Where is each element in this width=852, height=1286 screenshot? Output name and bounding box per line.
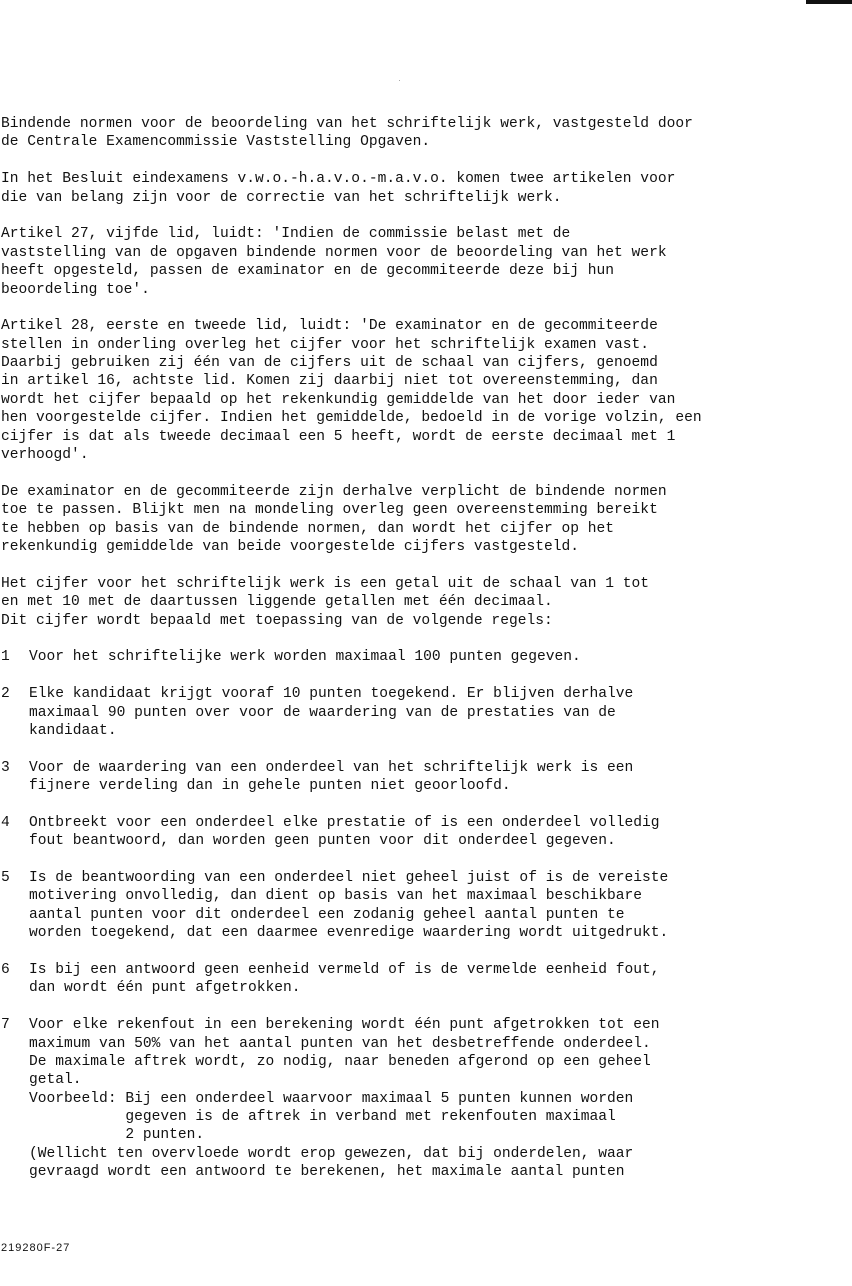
- text-line: Dit cijfer wordt bepaald met toepassing van de volgende regels:: [1, 612, 553, 629]
- text-line: Is de beantwoording van een onderdeel niet geheel juist of is de vereiste: [29, 870, 669, 887]
- text-line: gevraagd wordt een antwoord te berekenen, het maximale aantal punten: [29, 1164, 625, 1181]
- rule-number: 5: [1, 870, 10, 887]
- rule-item-6: [1, 961, 846, 998]
- text-line: Artikel 28, eerste en tweede lid, luidt: 'De examinator en de gecommiteerde: [1, 318, 658, 335]
- document-page: [1, 115, 846, 1182]
- text-line: fijnere verdeling dan in gehele punten niet geoorloofd.: [29, 778, 511, 795]
- text-line: De maximale aftrek wordt, zo nodig, naar beneden afgerond op een geheel: [29, 1053, 651, 1070]
- text-line: cijfer is dat als tweede decimaal een 5 heeft, wordt de eerste decimaal met 1: [1, 428, 676, 445]
- text-line: toe te passen. Blijkt men na mondeling overleg geen overeenstemming bereikt: [1, 502, 658, 519]
- text-line: dan wordt één punt afgetrokken.: [29, 980, 301, 997]
- text-line: stellen in onderling overleg het cijfer voor het schriftelijk examen vast.: [1, 336, 650, 353]
- text-line: wordt het cijfer bepaald op het rekenkundig gemiddelde van het door ieder van: [1, 391, 676, 408]
- text-line: maximum van 50% van het aantal punten van het desbetreffende onderdeel.: [29, 1035, 651, 1052]
- paragraph-artikel-28: [1, 317, 846, 464]
- text-line: aantal punten voor dit onderdeel een zodanig geheel aantal punten te: [29, 906, 625, 923]
- text-line: (Wellicht ten overvloede wordt erop gewezen, dat bij onderdelen, waar: [29, 1145, 634, 1162]
- rule-number: 3: [1, 759, 10, 776]
- text-line: de Centrale Examencommissie Vaststelling Opgaven.: [1, 134, 431, 151]
- rule-number: 2: [1, 686, 10, 703]
- paragraph-cijfer: [1, 575, 846, 630]
- rule-item-1: [1, 648, 846, 666]
- text-line: rekenkundig gemiddelde van beide voorgestelde cijfers vastgesteld.: [1, 538, 580, 555]
- text-line: Artikel 27, vijfde lid, luidt: 'Indien de commissie belast met de: [1, 226, 571, 243]
- rule-item-3: [1, 759, 846, 796]
- page-code: 219280F-27: [1, 1242, 71, 1254]
- rule-number: 1: [1, 649, 10, 666]
- text-line: 2 punten.: [29, 1127, 205, 1144]
- text-line: hen voorgestelde cijfer. Indien het gemiddelde, bedoeld in de vorige volzin, een: [1, 410, 702, 427]
- text-line: Voor het schriftelijke werk worden maximaal 100 punten gegeven.: [29, 649, 581, 666]
- text-line: worden toegekend, dat een daarmee evenredige waardering wordt uitgedrukt.: [29, 925, 669, 942]
- paragraph-intro: [1, 115, 846, 152]
- text-line: die van belang zijn voor de correctie van het schriftelijk werk.: [1, 189, 562, 206]
- rule-item-4: [1, 814, 846, 851]
- text-line: getal.: [29, 1072, 82, 1089]
- page-edge-mark: [806, 0, 852, 4]
- text-line: maximaal 90 punten over voor de waardering van de prestaties van de: [29, 704, 616, 721]
- text-line: gegeven is de aftrek in verband met rekenfouten maximaal: [29, 1109, 616, 1126]
- text-line: heeft opgesteld, passen de examinator en de gecommiteerde deze bij hun: [1, 263, 615, 280]
- text-line: Daarbij gebruiken zij één van de cijfers uit de schaal van cijfers, genoemd: [1, 355, 658, 372]
- rule-number: 7: [1, 1017, 10, 1034]
- text-line: Het cijfer voor het schriftelijk werk is een getal uit de schaal van 1 tot: [1, 575, 650, 592]
- text-line: motivering onvolledig, dan dient op basis van het maximaal beschikbare: [29, 888, 643, 905]
- rule-item-5: [1, 869, 846, 943]
- text-line: en met 10 met de daartussen liggende getallen met één decimaal.: [1, 594, 553, 611]
- rule-number: 4: [1, 814, 10, 831]
- rule-item-7: [1, 1016, 846, 1182]
- text-line: verhoogd'.: [1, 447, 89, 464]
- text-line: vaststelling van de opgaven bindende normen voor de beoordeling van het werk: [1, 244, 667, 261]
- text-line: Voorbeeld: Bij een onderdeel waarvoor maximaal 5 punten kunnen worden: [29, 1090, 634, 1107]
- text-line: Voor de waardering van een onderdeel van het schriftelijk werk is een: [29, 759, 634, 776]
- text-line: te hebben op basis van de bindende normen, dan wordt het cijfer op het: [1, 520, 615, 537]
- text-line: De examinator en de gecommiteerde zijn derhalve verplicht de bindende normen: [1, 483, 667, 500]
- text-line: kandidaat.: [29, 722, 117, 739]
- scan-speck: [399, 80, 400, 81]
- rule-number: 6: [1, 961, 10, 978]
- rule-list: [1, 648, 846, 1181]
- text-line: beoordeling toe'.: [1, 281, 150, 298]
- paragraph-besluit: [1, 170, 846, 207]
- paragraph-verplichting: [1, 483, 846, 557]
- paragraph-artikel-27: [1, 225, 846, 299]
- text-line: fout beantwoord, dan worden geen punten voor dit onderdeel gegeven.: [29, 833, 616, 850]
- text-line: Is bij een antwoord geen eenheid vermeld of is de vermelde eenheid fout,: [29, 961, 660, 978]
- text-line: Voor elke rekenfout in een berekening wordt één punt afgetrokken tot een: [29, 1017, 660, 1034]
- text-line: in artikel 16, achtste lid. Komen zij daarbij niet tot overeenstemming, dan: [1, 373, 658, 390]
- text-line: Ontbreekt voor een onderdeel elke prestatie of is een onderdeel volledig: [29, 814, 660, 831]
- text-line: Elke kandidaat krijgt vooraf 10 punten toegekend. Er blijven derhalve: [29, 686, 634, 703]
- rule-item-2: [1, 685, 846, 740]
- text-line: Bindende normen voor de beoordeling van het schriftelijk werk, vastgesteld door: [1, 116, 693, 132]
- text-line: In het Besluit eindexamens v.w.o.-h.a.v.o.-m.a.v.o. komen twee artikelen voor: [1, 171, 676, 188]
